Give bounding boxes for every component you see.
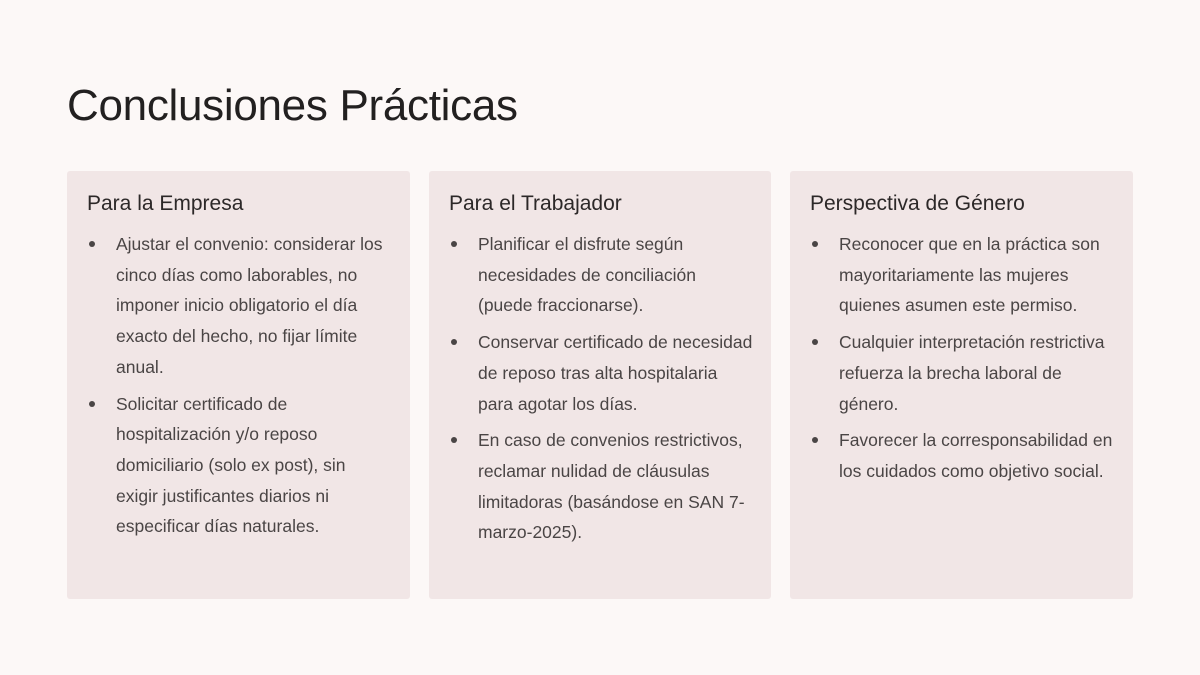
list-item <box>449 425 753 548</box>
bullet-icon <box>89 241 95 247</box>
card-para-la-empresa <box>67 171 410 599</box>
list-item-text: Conservar certificado de necesidad de reposo tras alta hospitalaria para agotar los días. <box>478 332 753 414</box>
bullet-icon <box>812 241 818 247</box>
bullet-icon <box>812 339 818 345</box>
list-item-text: Cualquier interpretación restrictiva refuerza la brecha laboral de género. <box>839 332 1105 414</box>
list-item-text: Ajustar el convenio: considerar los cinco días como laborables, no imponer inicio obligatorio el día exacto del hecho, no fijar límite anual. <box>116 234 383 377</box>
bullet-icon <box>89 401 95 407</box>
bullet-list <box>87 229 392 542</box>
page-title: Conclusiones Prácticas <box>67 81 518 130</box>
list-item <box>87 389 392 543</box>
list-item-text: Favorecer la corresponsabilidad en los cuidados como objetivo social. <box>839 430 1113 481</box>
bullet-icon <box>812 437 818 443</box>
list-item <box>810 229 1115 321</box>
list-item <box>810 327 1115 419</box>
card-perspectiva-de-genero <box>790 171 1133 599</box>
bullet-icon <box>451 241 457 247</box>
list-item-text: Reconocer que en la práctica son mayoritariamente las mujeres quienes asumen este permiso. <box>839 234 1100 316</box>
bullet-icon <box>451 339 457 345</box>
card-para-el-trabajador <box>429 171 771 599</box>
list-item <box>449 327 753 419</box>
bullet-list <box>810 229 1115 487</box>
bullet-icon <box>451 437 457 443</box>
card-heading: Para la Empresa <box>87 192 244 215</box>
list-item-text: En caso de convenios restrictivos, reclamar nulidad de cláusulas limitadoras (basándose en SAN 7-marzo-2025). <box>478 430 745 543</box>
list-item <box>87 229 392 383</box>
list-item-text: Planificar el disfrute según necesidades de conciliación (puede fraccionarse). <box>478 234 696 316</box>
card-heading: Perspectiva de Género <box>810 192 1025 215</box>
bullet-list <box>449 229 753 548</box>
list-item-text: Solicitar certificado de hospitalización y/o reposo domiciliario (solo ex post), sin exigir justificantes diarios ni especificar días naturales. <box>116 393 346 537</box>
list-item <box>810 425 1115 486</box>
card-heading: Para el Trabajador <box>449 192 622 215</box>
list-item <box>449 229 753 321</box>
